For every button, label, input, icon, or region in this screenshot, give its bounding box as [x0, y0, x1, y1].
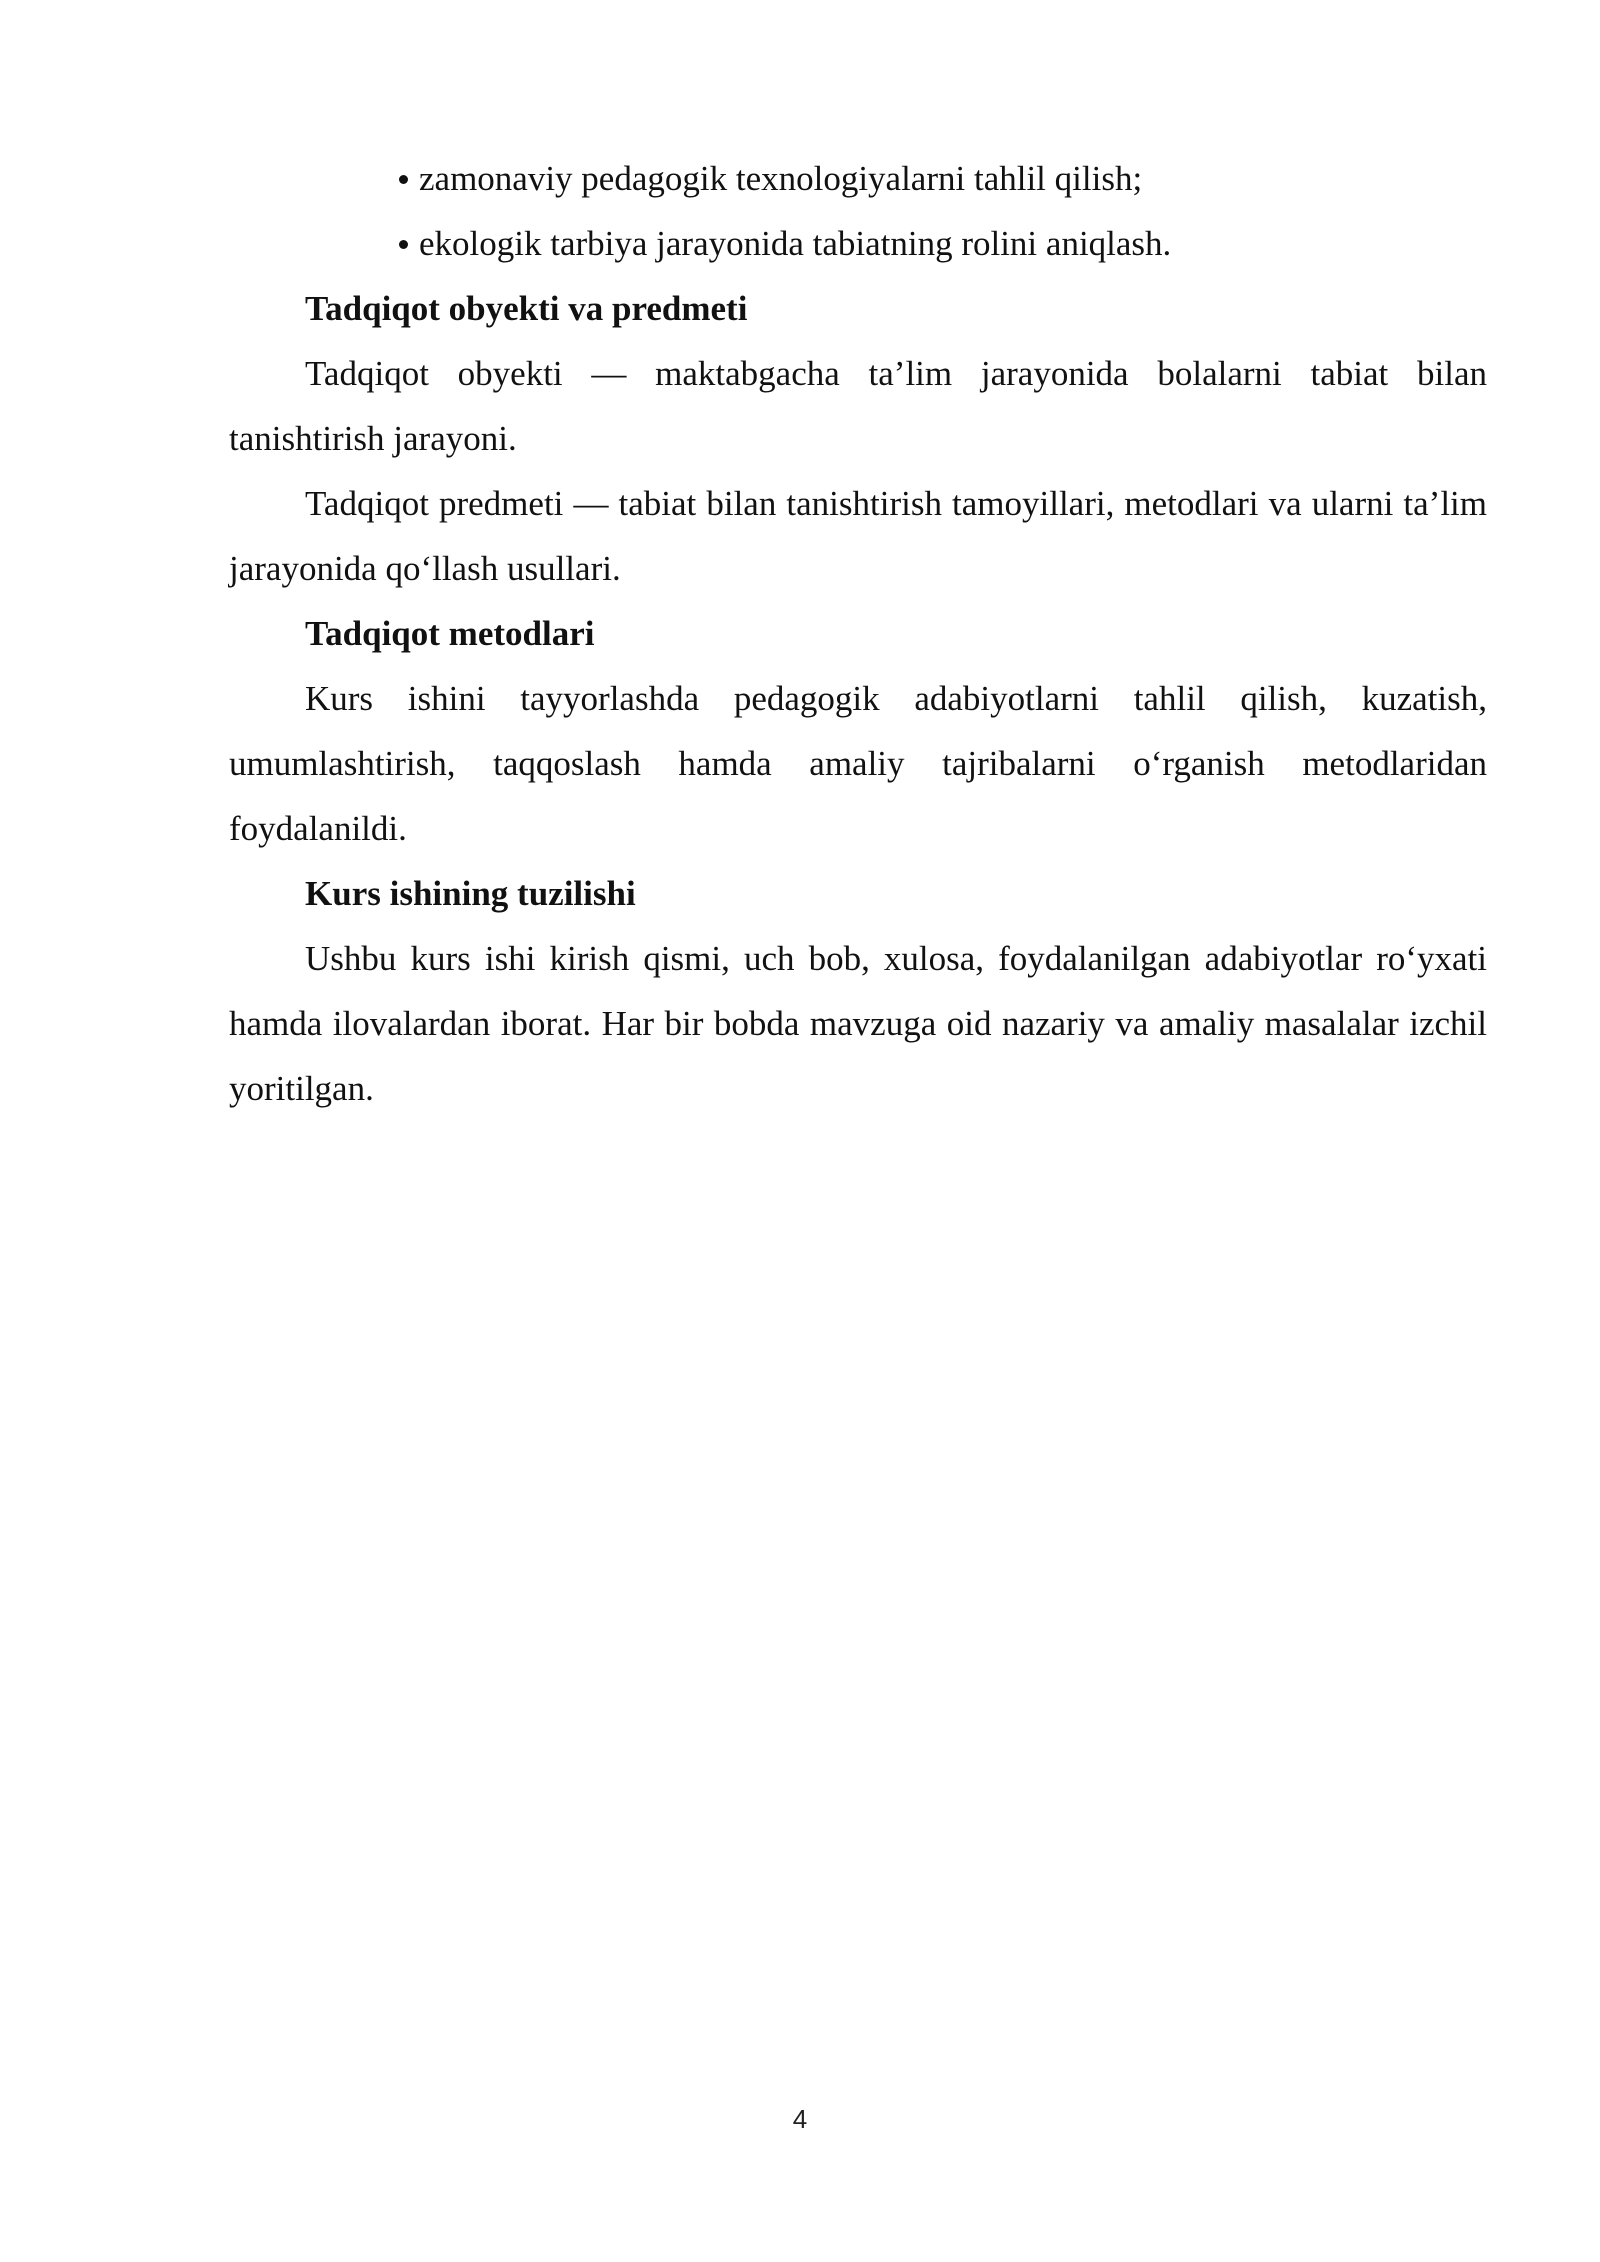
paragraph-methods: Kurs ishini tayyorlashda pedagogik adabiyotlarni tahlil qilish, kuzatish, umumlashtirish, taqqoslash hamda amaliy tajribalarni o‘rganish metodlaridan foydalanildi.	[229, 679, 1487, 848]
page-number: 4	[792, 2104, 808, 2134]
section-heading-object: Tadqiqot obyekti va predmeti	[305, 289, 748, 328]
bullet-item	[399, 211, 1487, 276]
section-heading-methods: Tadqiqot metodlari	[305, 614, 595, 653]
paragraph-structure: Ushbu kurs ishi kirish qismi, uch bob, xulosa, foydalanilgan adabiyotlar ro‘yxati hamda ilovalardan iborat. Har bir bobda mavzuga oid nazariy va amaliy masalalar izchil yoritilgan.	[229, 939, 1487, 1108]
section-heading-structure: Kurs ishining tuzilishi	[305, 874, 636, 913]
bullet-text: zamonaviy pedagogik texnologiyalarni tahlil qilish;	[419, 159, 1143, 198]
bullet-list	[229, 146, 1487, 276]
paragraph-subject: Tadqiqot predmeti — tabiat bilan tanishtirish tamoyillari, metodlari va ularni ta’lim jarayonida qo‘llash usullari.	[229, 484, 1487, 588]
bullet-dot-icon	[399, 175, 408, 184]
bullet-item	[399, 146, 1487, 211]
page-content	[229, 146, 1487, 1121]
paragraph-object: Tadqiqot obyekti — maktabgacha ta’lim jarayonida bolalarni tabiat bilan tanishtirish jarayoni.	[229, 354, 1487, 458]
bullet-text: ekologik tarbiya jarayonida tabiatning rolini aniqlash.	[419, 224, 1172, 263]
bullet-dot-icon	[399, 240, 408, 249]
